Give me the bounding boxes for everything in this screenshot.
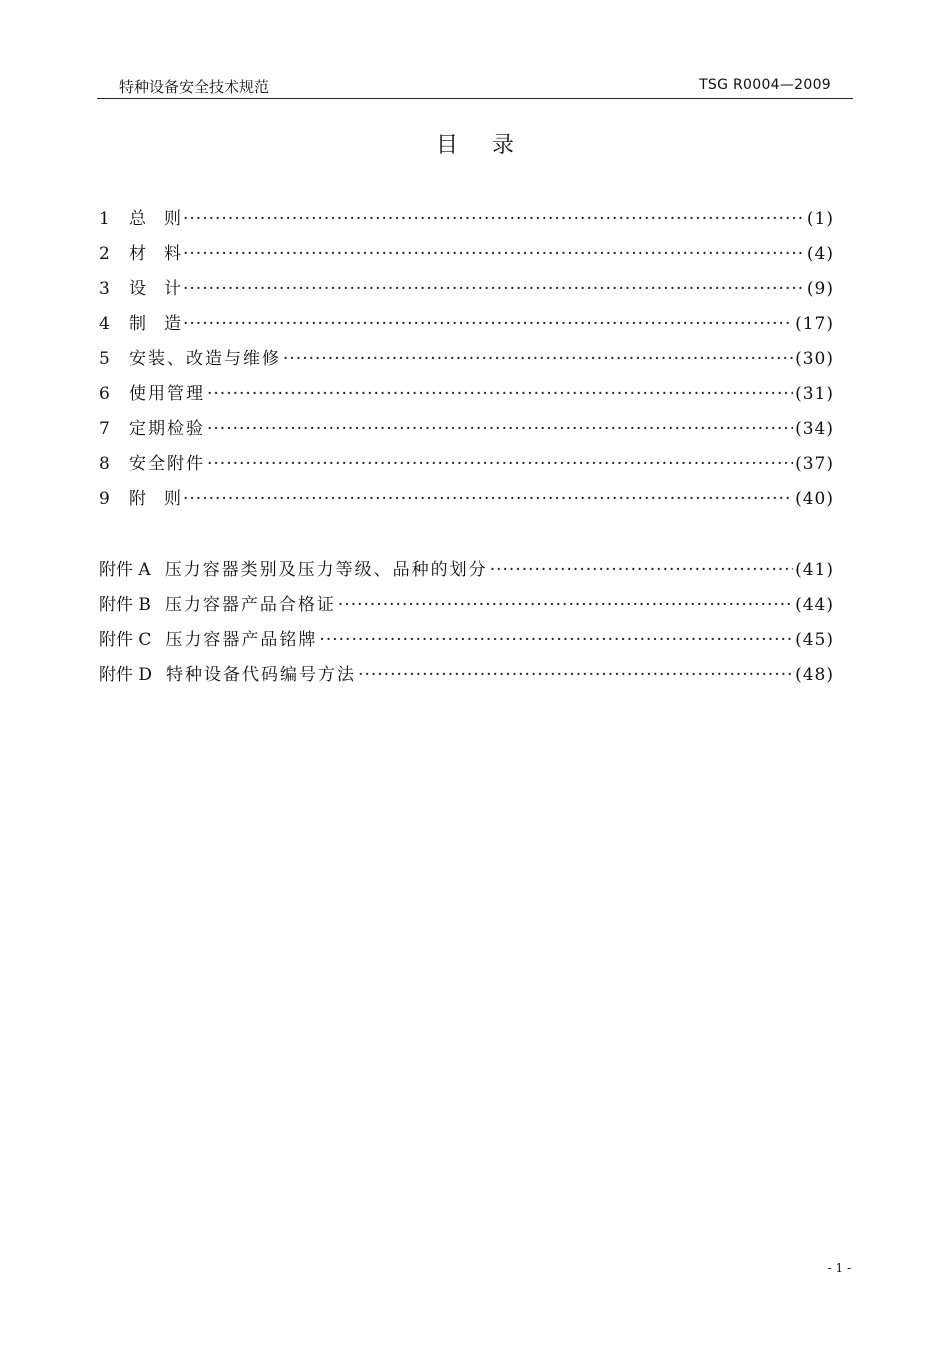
- toc-entry-2[interactable]: [99, 241, 834, 276]
- toc-page-number: (34): [795, 419, 834, 439]
- toc-appendix-d[interactable]: [99, 662, 834, 697]
- toc-entry-7[interactable]: [99, 416, 834, 451]
- toc-leader-dots: [490, 557, 793, 583]
- toc-page-number: (9): [806, 279, 834, 299]
- section-spacer: [99, 521, 834, 557]
- toc-leader-dots: [358, 662, 793, 688]
- toc-number: 4: [99, 314, 110, 334]
- appendix-prefix: 附件 A: [99, 560, 151, 580]
- toc-page-number: (1): [806, 209, 834, 229]
- toc-entry-4[interactable]: [99, 311, 834, 346]
- toc-leader-dots: [207, 451, 793, 477]
- appendix-label: 压力容器产品合格证: [164, 595, 336, 615]
- toc-label: 制造: [129, 314, 199, 334]
- appendix-label: 压力容器产品铭牌: [165, 630, 318, 650]
- toc-page-number: (41): [795, 560, 834, 580]
- toc-number: 7: [99, 419, 110, 439]
- toc-number: 5: [99, 349, 110, 369]
- toc-number: 1: [99, 209, 110, 229]
- toc-label: 安装、改造与维修: [129, 349, 281, 369]
- toc-appendix-a[interactable]: [99, 557, 834, 592]
- toc-page-number: (37): [795, 454, 834, 474]
- toc-number: 6: [99, 384, 110, 404]
- appendix-label: 压力容器类别及压力等级、品种的划分: [164, 560, 488, 580]
- toc-entry-3[interactable]: [99, 276, 834, 311]
- toc-leader-dots: [319, 627, 793, 653]
- toc-page-number: (17): [795, 314, 834, 334]
- toc-appendix-b[interactable]: [99, 592, 834, 627]
- appendix-prefix: 附件 D: [99, 665, 153, 685]
- toc-leader-dots: [283, 346, 793, 372]
- toc-label: 总则: [129, 209, 199, 229]
- toc-page-number: (30): [795, 349, 834, 369]
- header-document-series: 特种设备安全技术规范: [119, 78, 270, 96]
- toc-label: 附则: [129, 489, 199, 509]
- toc-leader-dots: [183, 486, 793, 512]
- toc-page-number: (31): [795, 384, 834, 404]
- toc-label: 安全附件: [129, 454, 205, 474]
- toc-leader-dots: [183, 276, 805, 302]
- toc-entry-6[interactable]: [99, 381, 834, 416]
- toc-number: 3: [99, 279, 110, 299]
- toc-number: 8: [99, 454, 110, 474]
- toc-leader-dots: [183, 206, 805, 232]
- toc-leader-dots: [338, 592, 793, 618]
- toc-leader-dots: [207, 416, 793, 442]
- footer-page-number: - 1 -: [827, 1261, 851, 1275]
- page-header: [97, 74, 853, 99]
- toc-number: 9: [99, 489, 110, 509]
- toc-label: 定期检验: [129, 419, 205, 439]
- toc-label: 材料: [129, 244, 199, 264]
- toc-leader-dots: [183, 241, 805, 267]
- toc-leader-dots: [207, 381, 793, 407]
- table-of-contents: [99, 206, 834, 697]
- header-document-code: TSG R0004—2009: [699, 77, 831, 93]
- toc-label: 设计: [129, 279, 199, 299]
- toc-entry-8[interactable]: [99, 451, 834, 486]
- toc-entry-1[interactable]: [99, 206, 834, 241]
- toc-entry-5[interactable]: [99, 346, 834, 381]
- toc-number: 2: [99, 244, 110, 264]
- page-title: 目录: [435, 133, 548, 158]
- appendix-prefix: 附件 B: [99, 595, 151, 615]
- toc-page-number: (4): [806, 244, 834, 264]
- toc-page-number: (44): [795, 595, 834, 615]
- toc-page-number: (40): [795, 489, 834, 509]
- toc-page-number: (48): [795, 665, 834, 685]
- toc-label: 使用管理: [129, 384, 205, 404]
- toc-leader-dots: [183, 311, 793, 337]
- appendix-label: 特种设备代码编号方法: [166, 665, 357, 685]
- toc-appendix-c[interactable]: [99, 627, 834, 662]
- toc-entry-9[interactable]: [99, 486, 834, 521]
- toc-page-number: (45): [795, 630, 834, 650]
- appendix-prefix: 附件 C: [99, 630, 152, 650]
